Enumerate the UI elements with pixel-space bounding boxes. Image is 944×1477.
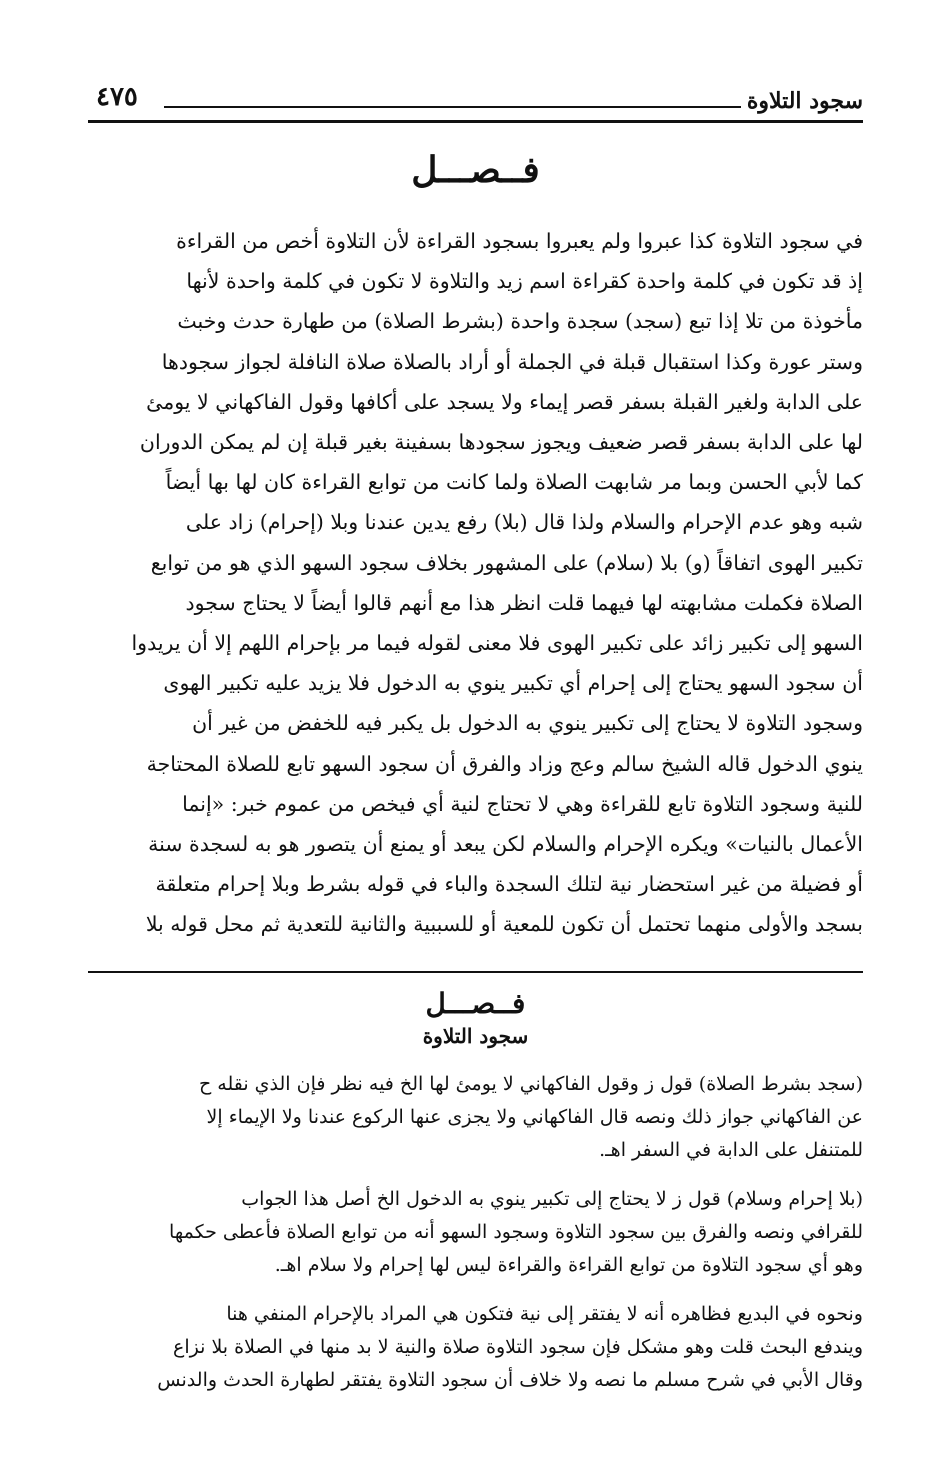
text-line: وستر عورة وكذا استقبال قبلة في الجملة أو أراد بالصلاة صلاة النافلة لجواز سجودها [161, 349, 863, 374]
note-line: ويندفع البحث قلت وهو مشكل فإن سجود التلاوة صلاة والنية لا بد منها في الصلاة بلا نزاع [173, 1335, 863, 1358]
text-line: ينوي الدخول قاله الشيخ سالم وعج وزاد والفرق أن سجود السهو تابع للصلاة المحتاجة [146, 751, 863, 776]
text-line: مأخوذة من تلا إذا تبع (سجد) سجدة واحدة (بشرط الصلاة) من طهارة حدث وخبث [177, 309, 863, 334]
page-number: ٤٧٥ [96, 82, 138, 112]
running-header [88, 78, 863, 123]
text-line: كما لأبي الحسن وبما مر شابهت الصلاة ولما كانت من توابع القراءة كان لها بها أيضاً [165, 470, 863, 495]
note-line: وقال الأبي في شرح مسلم ما نصه ولا خلاف أن سجود التلاوة يفتقر لطهارة الحدث والدنس [157, 1368, 863, 1391]
text-line: الأعمال بالنيات» ويكره الإحرام والسلام لكن يبعد أو يمنع أن يتصور هو به لسجدة سنة [148, 832, 863, 857]
note-line: (سجد بشرط الصلاة) قول ز وقول الفاكهاني لا يومئ لها الخ فيه نظر فإن الذي نقله ح [198, 1072, 863, 1095]
section-heading-bottom: فــصـــل [425, 986, 526, 1020]
commentary-note [88, 1183, 863, 1282]
note-line: للقرافي ونصه والفرق بين سجود التلاوة وسجود السهو أنه من توابع الصلاة فأعطى حكمها [169, 1220, 863, 1243]
commentary-note [88, 1068, 863, 1167]
text-line: في سجود التلاوة كذا عبروا ولم يعبروا بسجود القراءة لأن التلاوة أخص من القراءة [176, 229, 863, 253]
note-line: ونحوه في البديع فظاهره أنه لا يفتقر إلى نية فتكون هي المراد بالإحرام المنفي هنا [226, 1302, 863, 1325]
commentary-note [88, 1298, 863, 1397]
text-line: السهو إلى تكبير زائد على تكبير الهوى فلا معنى لقوله فيما مر بإحرام اللهم إلا أن يريدوا [131, 631, 863, 656]
text-line: الصلاة فكملت مشابهته لها فيهما قلت انظر هذا مع أنهم قالوا أيضاً لا يحتاج سجود [185, 590, 863, 615]
text-line: بسجد والأولى منهما تحتمل أن تكون للمعية أو للسببية والثانية للتعدية ثم محل قوله بلا [145, 912, 863, 937]
text-line: وسجود التلاوة لا يحتاج إلى تكبير ينوي به الدخول بل يكبر فيه للخفض من غير أن [192, 711, 863, 736]
note-line: (بلا إحرام وسلام) قول ز لا يحتاج إلى تكبير ينوي به الدخول الخ أصل هذا الجواب [241, 1187, 863, 1210]
book-page [88, 78, 863, 1413]
main-text-block [88, 221, 863, 945]
note-line: وهو أي سجود التلاوة من توابع القراءة والقراءة ليس لها إحرام ولا سلام اهـ. [274, 1253, 863, 1276]
text-line: أو فضيلة من غير استحضار نية لتلك السجدة والباء في قوله بشرط وبلا إحرام متعلقة [155, 872, 863, 897]
note-line: عن الفاكهاني جواز ذلك ونصه قال الفاكهاني ولا يجزى عنها الركوع عندنا ولا الإيماء إلا [206, 1105, 863, 1128]
text-line: أن سجود السهو يحتاج إلى إحرام أي تكبير ينوي به الدخول فلا يزيد عليه تكبير الهوى [163, 671, 863, 696]
text-line: شبه وهو عدم الإحرام والسلام ولذا قال (بلا) رفع يدين عندنا وبلا (إحرام) زاد على [185, 510, 863, 535]
note-line: للمتنفل على الدابة في السفر اهـ. [599, 1138, 863, 1161]
text-line: للنية وسجود التلاوة تابع للقراءة وهي لا تحتاج لنية أي فيخص من عموم خبر: «إنما [182, 791, 863, 816]
text-line: على الدابة ولغير القبلة بسفر قصر إيماء ولا يسجد على أكافها وقول الفاكهاني لا يومئ [146, 389, 863, 414]
section-divider [88, 971, 863, 973]
section-heading-top: فــصـــل [411, 149, 540, 191]
section-subtitle: سجود التلاوة [422, 1023, 529, 1048]
text-line: تكبير الهوى اتفاقاً (و) بلا (سلام) على المشهور بخلاف سجود السهو الذي هو من توابع [150, 550, 863, 575]
text-line: إذ قد تكون في كلمة واحدة كقراءة اسم زيد والتلاوة لا تكون في كلمة واحدة لأنها [186, 269, 863, 294]
header-rule [164, 106, 741, 108]
running-header-title: سجود التلاوة [746, 88, 863, 114]
text-line: لها على الدابة بسفر قصر ضعيف ويجوز سجودها بسفينة بغير قبلة إن لم يمكن الدوران [139, 430, 863, 455]
